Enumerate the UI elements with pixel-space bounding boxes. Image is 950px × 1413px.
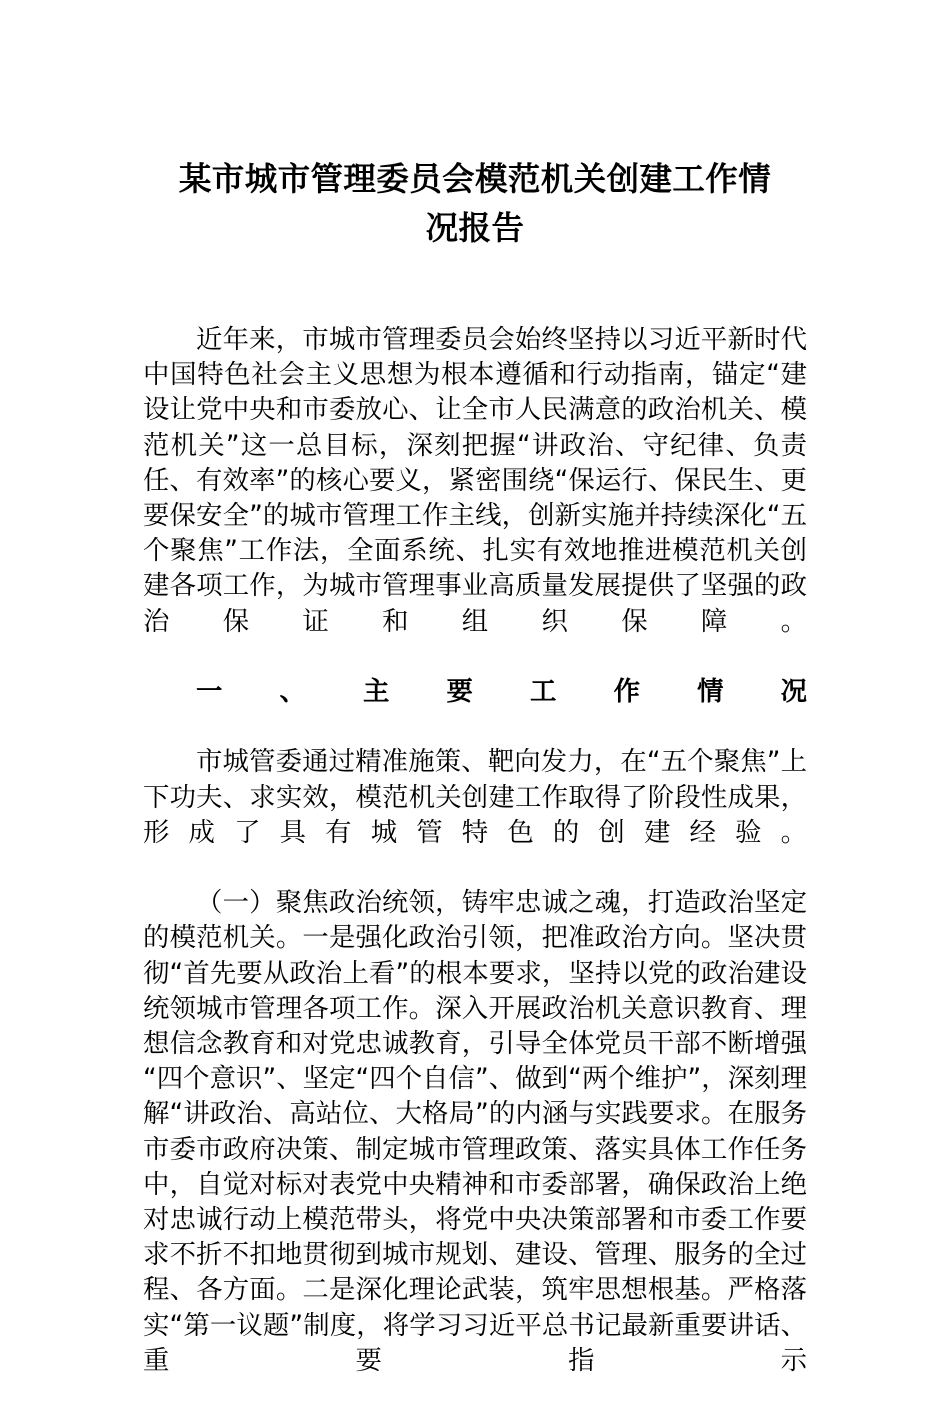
document-title [143, 155, 807, 254]
document-title-line-1: 某市城市管理委员会模范机关创建工作情 [178, 160, 772, 198]
subsection-1-paragraph: （一）聚焦政治统领，铸牢忠诚之魂，打造政治坚定的模范机关。一是强化政治引领，把准政治方向。坚决贯彻“首先要从政治上看”的根本要求，坚持以党的政治建设统领城市管理各项工作。深入开展政治机关意识教育、理想信念教育和对党忠诚教育，引导全体党员干部不断增强“四个意识”、坚定“四个自信”、做到“两个维护”，深刻理解“讲政治、高站位、大格局”的内涵与实践要求。在服务市委市政府决策、制定城市管理政策、落实具体工作任务中，自觉对标对表党中央精神和市委部署，确保政治上绝对忠诚行动上模范带头，将党中央决策部署和市委工作要求不折不扣地贯彻到城市规划、建设、管理、服务的全过程、各方面。二是深化理论武装，筑牢思想根基。严格落实“第一议题”制度，将学习习近平总书记最新重要讲话、重要指示 [143, 887, 807, 1376]
document-title-line-2: 况报告 [425, 209, 525, 248]
document-body [143, 322, 807, 1413]
intro-paragraph: 近年来，市城市管理委员会始终坚持以习近平新时代中国特色社会主义思想为根本遵循和行动指南，锚定“建设让党中央和市委放心、让全市人民满意的政治机关、模范机关”这一总目标，深刻把握“讲政治、守纪律、负责任、有效率”的核心要义，紧密围绕“保运行、保民生、更要保安全”的城市管理工作主线，创新实施并持续深化“五个聚焦”工作法，全面系统、扎实有效地推进模范机关创建各项工作，为城市管理事业高质量发展提供了坚强的政治保证和组织保障。 [143, 324, 807, 637]
section-1-lead-paragraph: 市城管委通过精准施策、靶向发力，在“五个聚焦”上下功夫、求实效，模范机关创建工作取得了阶段性成果，形成了具有城管特色的创建经验。 [143, 746, 807, 848]
section-heading-1: 一、主要工作情况 [196, 676, 807, 708]
